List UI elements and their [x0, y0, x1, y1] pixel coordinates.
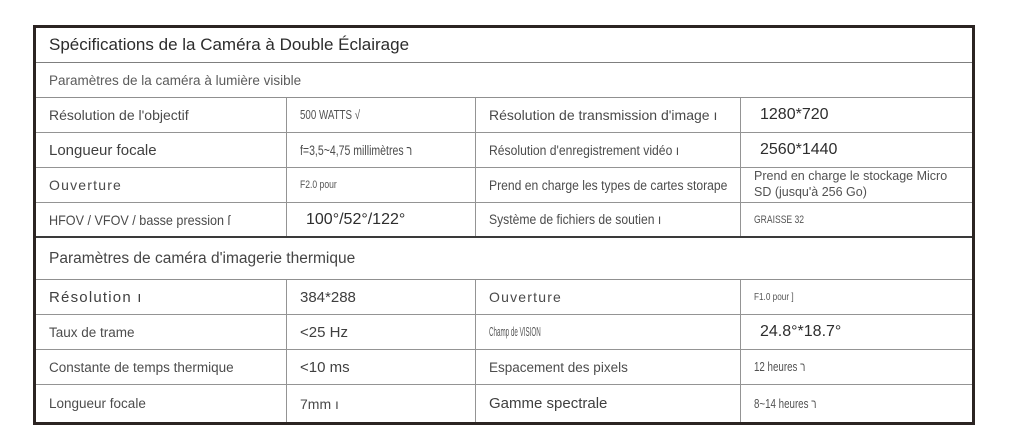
spec-value-cell: [740, 168, 972, 202]
spec-label: Champ de VISION: [489, 325, 541, 339]
spec-label-cell: [475, 133, 740, 167]
spec-label: Longueur focale: [49, 396, 146, 411]
spec-label-cell: [36, 280, 286, 314]
spec-value-cell: [286, 168, 475, 202]
section-header-label: Paramètres de la caméra à lumière visible: [49, 72, 302, 88]
spec-label-cell: [36, 133, 286, 167]
spec-label: Ouverture: [49, 177, 123, 193]
spec-value-cell: [286, 98, 475, 132]
spec-row-thermal-focal-length: [36, 385, 972, 422]
spec-value: 8~14 heures ר: [754, 396, 817, 411]
spec-value-cell: [286, 385, 475, 422]
spec-label-cell: [36, 315, 286, 349]
spec-row-time-constant: [36, 350, 972, 385]
spec-value-cell: [286, 280, 475, 314]
spec-row-thermal-resolution: [36, 280, 972, 315]
spec-value: <10 ms: [300, 358, 350, 376]
spec-label: Résolution de l'objectif: [49, 107, 189, 123]
spec-label: Résolution d'enregistrement vidéo ı: [489, 142, 680, 158]
spec-label-cell: [36, 98, 286, 132]
page-title: Spécifications de la Caméra à Double Éclairage: [49, 35, 410, 54]
spec-value: 7mm ı: [300, 395, 339, 412]
spec-label: Ouverture: [489, 289, 563, 305]
spec-label: HFOV / VFOV / basse pression ſ: [49, 211, 231, 228]
spec-label-cell: [36, 350, 286, 384]
spec-value: 1280*720: [760, 106, 829, 123]
spec-label: Espacement des pixels: [489, 359, 628, 375]
spec-value: <25 Hz: [300, 323, 348, 341]
spec-label: Taux de trame: [49, 324, 135, 340]
spec-label: Longueur focale: [49, 141, 157, 159]
spec-value: 100°/52°/122°: [306, 210, 406, 228]
spec-label: Prend en charge les types de cartes storape: [489, 177, 728, 193]
spec-row-frame-rate: [36, 315, 972, 350]
spec-value-cell: [740, 133, 972, 167]
spec-value: GRAISSE 32: [754, 213, 805, 226]
section-header-thermal: [36, 238, 972, 280]
spec-row-lens-resolution: [36, 98, 972, 133]
spec-value-cell: [740, 350, 972, 384]
spec-label: Système de fichiers de soutien ı: [489, 212, 662, 227]
spec-label-cell: [475, 98, 740, 132]
spec-value: 500 WATTS √: [300, 108, 361, 122]
spec-value: Prend en charge le stockage Micro SD (jusqu'à 256 Go): [754, 169, 948, 199]
spec-label: Gamme spectrale: [489, 395, 608, 412]
spec-label-cell: [475, 280, 740, 314]
spec-value: 2560*1440: [760, 141, 838, 158]
section-header-label: Paramètres de caméra d'imagerie thermique: [49, 249, 356, 267]
spec-value-cell: [286, 203, 475, 236]
spec-table: [33, 25, 975, 425]
spec-value-cell: [286, 315, 475, 349]
spec-value-cell: [740, 203, 972, 236]
spec-value-cell: [740, 315, 972, 349]
spec-row-focal-length: [36, 133, 972, 168]
spec-row-aperture: [36, 168, 972, 203]
spec-label: Résolution de transmission d'image ı: [489, 107, 718, 123]
spec-row-fov: [36, 203, 972, 238]
spec-label-cell: [475, 203, 740, 236]
spec-value: F2.0 pour: [300, 179, 337, 191]
spec-label-cell: [475, 315, 740, 349]
spec-label-cell: [36, 168, 286, 202]
spec-value-cell: [740, 280, 972, 314]
spec-label-cell: [475, 385, 740, 422]
spec-value-cell: [286, 350, 475, 384]
spec-value-cell: [740, 98, 972, 132]
section-header-visible-light: [36, 63, 972, 98]
spec-value-cell: [740, 385, 972, 422]
spec-value: f=3,5~4,75 millimètres ר: [300, 142, 413, 158]
spec-value: F1.0 pour ]: [754, 291, 794, 303]
spec-label-cell: [36, 203, 286, 236]
spec-label: Constante de temps thermique: [49, 359, 234, 375]
table-title-row: [36, 28, 972, 63]
spec-value: 24.8°*18.7°: [760, 323, 842, 340]
spec-value: 384*288: [300, 288, 356, 306]
spec-value-cell: [286, 133, 475, 167]
spec-label: Résolution ı: [49, 288, 143, 306]
spec-label-cell: [475, 350, 740, 384]
spec-label-cell: [475, 168, 740, 202]
spec-label-cell: [36, 385, 286, 422]
spec-value: 12 heures ר: [754, 360, 806, 374]
